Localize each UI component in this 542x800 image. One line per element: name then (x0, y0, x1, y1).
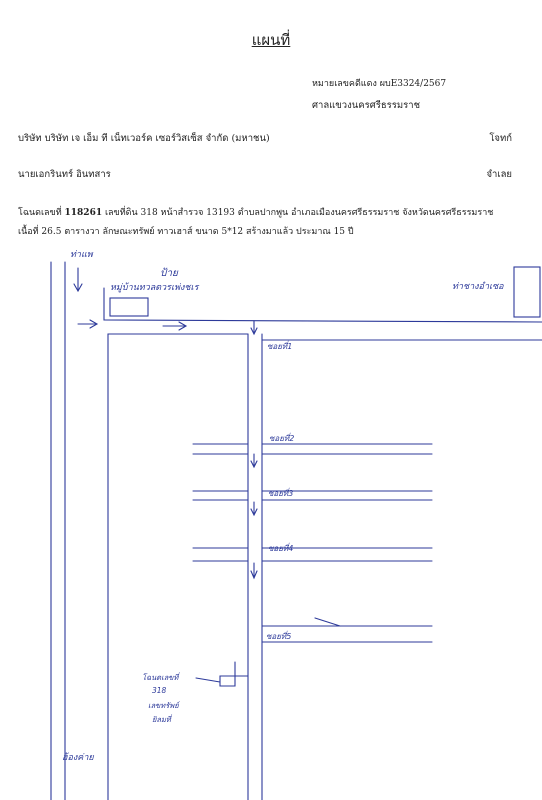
court-name: ศาลแขวงนครศรีธรรมราช (312, 100, 421, 111)
label-plot-number: 318 (152, 686, 167, 695)
label-plot-asset: เลขทรัพย์ (148, 701, 179, 710)
label-top-right: ท่าชางอำเซอ (452, 282, 504, 292)
label-top-left: ท่าแพ (70, 250, 93, 260)
plaintiff-role: โจทก์ (489, 133, 512, 144)
building-box (514, 267, 540, 317)
label-plot-note: ยิลมที่ (152, 715, 171, 724)
plot-marker (220, 662, 248, 686)
land-area-line: เนื้อที่ 26.5 ตารางวา ลักษณะทรัพย์ ทาวเฮาส์ ขนาด 5*12 สร้างมาแล้ว ประมาณ 15 ปี (18, 227, 354, 237)
label-soi-1: ซอยที่1 (267, 342, 293, 351)
deed-details: เลขที่ดิน 318 หน้าสำรวจ 13193 ตำบลปากพูน อำเภอเมืองนครศรีธรรมราช จังหวัดนครศรีธรรมราช (104, 208, 494, 218)
plaintiff-name: บริษัท บริษัท เจ เอ็ม ที เน็ทเวอร์ค เซอร์วิสเซ็ส จำกัด (มหาชน) (18, 133, 270, 144)
deed-number: 118261 (64, 208, 103, 218)
case-number: หมายเลขคดีแดง ผบE3324/2567 (312, 79, 447, 89)
sign-box (110, 298, 148, 316)
label-soi-5: ซอยที่5 (266, 632, 292, 641)
label-sign: ป้าย (160, 268, 178, 279)
label-soi-4: ซอยที่4 (268, 544, 294, 553)
defendant-role: จำเลย (486, 169, 512, 180)
pen-stroke (315, 618, 340, 626)
defendant-name: นายเอกรินทร์ อินทสาร (18, 169, 111, 180)
plot-pointer-line (196, 678, 220, 682)
label-village: หมู่บ้านทวลตวรเพ่งชเร (110, 283, 199, 293)
top-road-lower-edge (108, 334, 248, 800)
deed-prefix: โฉนดเลขที่ (18, 208, 62, 218)
label-bottom-left: ฮ้องค่าย (62, 753, 94, 763)
label-plot-deed: โฉนดเลขที่ (142, 673, 179, 682)
page-title: แผนที่ (251, 31, 291, 49)
label-soi-2: ซอยที่2 (269, 434, 295, 443)
label-soi-3: ซอยที่3 (268, 489, 294, 498)
